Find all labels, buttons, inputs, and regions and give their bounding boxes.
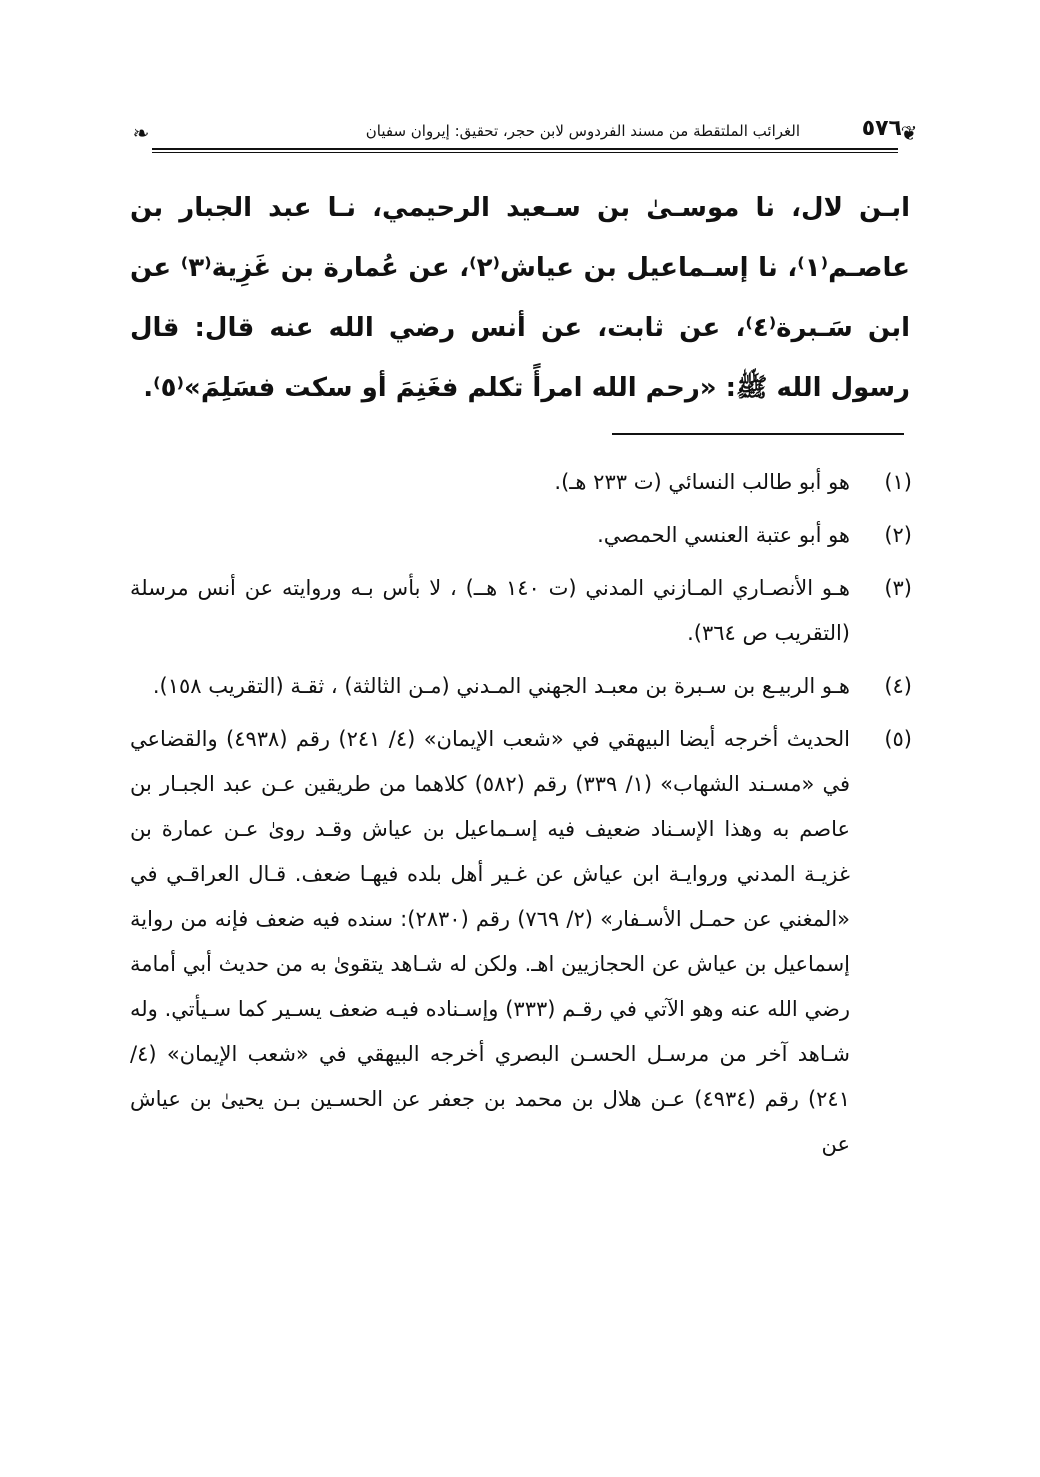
main-text: ابـن لال، نا موسـىٰ بن سـعيد الرحيمي، نـا عبد الجبار بن عاصـم⁽١⁾، نا إسـماعيل بن عياش⁽٢⁾، عن عُمارة بن غَزِية⁽٣⁾ عن ابن سَـبرة⁽٤⁾، عن ثابت، عن أنس رضي الله عنه قال: قال رسول الله ﷺ: «رحم الله امرأً تكلم فغَنِمَ أو سكت فسَلِمَ»⁽٥⁾. bbox=[130, 193, 911, 403]
page-header bbox=[130, 112, 920, 156]
header-rule-thin bbox=[152, 152, 898, 153]
footnote-5 bbox=[130, 717, 912, 1167]
footnote-4 bbox=[130, 664, 912, 709]
footnote-text: هو أبو طالب النسائي (ت ٢٣٣ هـ). bbox=[554, 470, 850, 494]
footnote-separator bbox=[612, 433, 904, 435]
footnote-number: (٥) bbox=[884, 727, 912, 751]
running-title: الغرائب الملتقطة من مسند الفردوس لابن حجر، تحقيق: إيروان سفيان bbox=[365, 122, 800, 140]
page-number: ٥٧٦ bbox=[861, 116, 902, 141]
footnote-text: هو أبو عتبة العنسي الحمصي. bbox=[597, 523, 850, 547]
footnote-1 bbox=[130, 460, 912, 505]
footnote-text: الحديث أخرجه أيضا البيهقي في «شعب الإيمان» (٤/ ٢٤١) رقم (٤٩٣٨) والقضاعي في «مسـند الشهاب» (١/ ٣٣٩) رقم (٥٨٢) كلاهما من طريقين عـن عبد الجبـار بن عاصم به وهذا الإسـناد ضعيف فيه إسـماعيل بن عياش وقـد روىٰ عـن عمارة بن غزيـة المدني وروايـة ابن عياش عن غـير أهل بلده فيهـا ضعف. قـال العراقـي في «المغني عن حمـل الأسـفار» (٢/ ٧٦٩) رقم (٢٨٣٠): سنده فيه ضعف فإنه من رواية إسماعيل بن عياش عن الحجازيين اهـ. ولكن له شـاهد يتقوىٰ به من حديث أبي أمامة رضي الله عنه وهو الآتي في رقـم (٣٣٣) وإسـناده فيـه ضعف يسـير كما سـيأتي. وله شـاهد آخر من مرسـل الحسـن البصري أخرجه البيهقي في «شعب الإيمان» (٤/ ٢٤١) رقم (٤٩٣٤) عـن هلال بن محمد بن جعفر عن الحسـين بـن يحيىٰ بن عياش عن bbox=[130, 727, 850, 1156]
ornament-icon: ❦ bbox=[900, 121, 918, 145]
footnote-number: (٣) bbox=[884, 576, 912, 600]
header-rule bbox=[152, 148, 898, 150]
footnote-number: (٢) bbox=[884, 523, 912, 547]
footnote-3 bbox=[130, 566, 912, 656]
footnote-text: هـو الربيـع بن سـبرة بن معبـد الجهني المـدني (مـن الثالثة) ، ثقـة (التقريب ١٥٨). bbox=[152, 674, 850, 698]
main-text-block bbox=[130, 178, 910, 418]
footnotes bbox=[130, 460, 912, 1175]
footnote-2 bbox=[130, 513, 912, 558]
ornament-icon: ❧ bbox=[132, 121, 150, 145]
footnote-number: (٤) bbox=[884, 674, 912, 698]
footnote-number: (١) bbox=[884, 470, 912, 494]
footnote-text: هـو الأنصـاري المـازني المدني (ت ١٤٠ هــ) ، لا بأس بـه وروايته عن أنس مرسلة (التقريب ص ٣٦٤). bbox=[130, 576, 850, 645]
